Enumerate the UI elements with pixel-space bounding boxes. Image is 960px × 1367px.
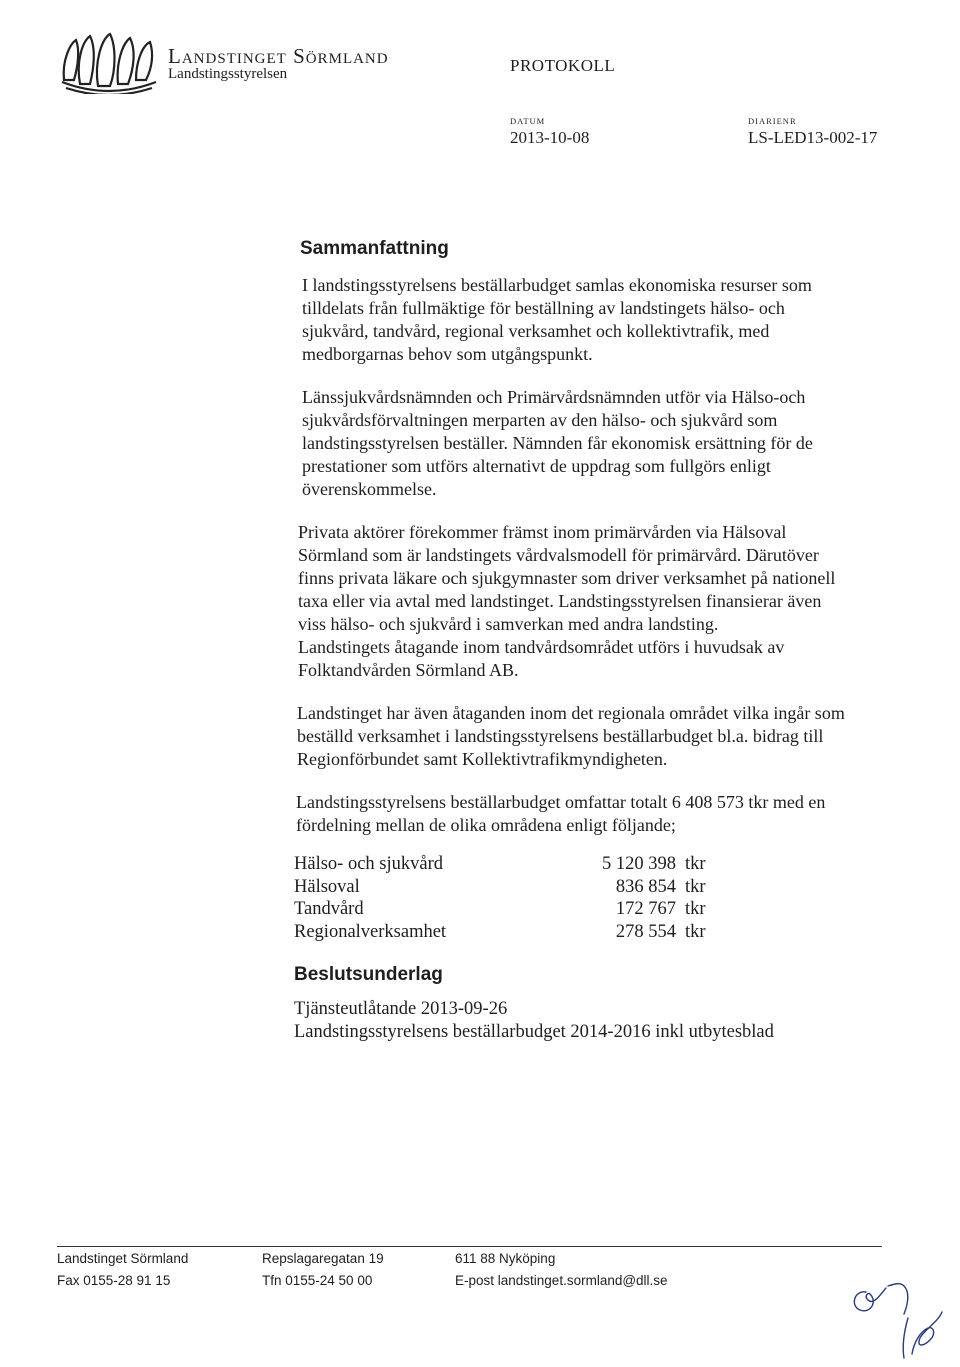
summary-paragraph: Landstingsstyrelsens beställarbudget omfattar totalt 6 408 573 tkr med en fördelning mellan de olika områdena enligt följande; — [296, 792, 826, 835]
budget-area: Hälsoval — [294, 876, 360, 897]
budget-unit: tkr — [685, 921, 706, 942]
budget-unit: tkr — [685, 854, 706, 874]
budget-area: Hälso- och sjukvård — [294, 854, 443, 874]
budget-table — [294, 853, 706, 943]
table-row — [294, 898, 706, 921]
budget-area: Tandvård — [294, 899, 364, 919]
footer-organization: Landstinget Sörmland Fax 0155-28 91 15 — [57, 1251, 189, 1288]
table-row — [294, 853, 706, 876]
organization-logo-icon — [60, 30, 158, 94]
summary-paragraph: Länssjukvårdsnämnden och Primärvårdsnämnden utför via Hälso-och sjukvårdsförvaltningen merparten av den hälso- och sjukvård som landstingsstyrelsen beställer. Nämnden får ekonomisk ersättning för de prestationer som utförs alternativt de uppdrag som fullgörs enligt överenskommelse. — [302, 387, 813, 499]
budget-unit: tkr — [685, 899, 706, 919]
footer-address: Repslagaregatan 19 Tfn 0155-24 50 00 — [262, 1251, 384, 1288]
organization-name: LANDSTINGET SÖRMLAND — [168, 44, 389, 68]
handwritten-initials-icon — [838, 1262, 948, 1362]
summary-paragraph: I landstingsstyrelsens beställarbudget samlas ekonomiska resurser som tilldelats från fullmäktige för beställning av landstingets hälso- och sjukvård, tandvård, regional verksamhet och kollektivtrafik, med medborgarnas behov som utgångspunkt. — [302, 275, 812, 364]
summary-paragraph: Privata aktörer förekommer främst inom primärvården via Hälsoval Sörmland som är landstingets vårdvalsmodell för primärvård. Därutöver finns privata läkare och sjukgymnaster som driver verksamhet på nationell taxa eller via avtal med landstinget. Landstingsstyrelsen finansierar även viss hälso- och sjukvård i samverkan med andra landsting. Landstingets åtagande inom tandvårdsområdet utförs i huvudsak av Folktandvården Sörmland AB. — [298, 522, 836, 680]
summary-paragraph: Landstinget har även åtaganden inom det regionala området vilka ingår som beställd verksamhet i landstingsstyrelsens beställarbudget bl.a. bidrag till Regionförbundet samt Kollektivtrafikmyndigheten. — [297, 703, 845, 769]
decision-basis-heading: Beslutsunderlag — [294, 964, 443, 985]
budget-amount: 836 854 — [615, 876, 676, 897]
document-type: PROTOKOLL — [510, 56, 616, 75]
registration-number-value: LS-LED13-002-17 — [748, 128, 878, 147]
registration-number-label: DIARIENR — [748, 116, 797, 126]
decision-basis-list — [294, 998, 774, 1044]
list-item: Landstingsstyrelsens beställarbudget 2014-2016 inkl utbytesblad — [294, 1022, 774, 1042]
budget-unit: tkr — [685, 876, 706, 897]
date-value: 2013-10-08 — [510, 128, 590, 147]
date-label: DATUM — [510, 116, 546, 126]
footer-contact: 611 88 Nyköping E-post landstinget.sormland@dll.se — [455, 1251, 668, 1288]
footer-divider — [57, 1246, 882, 1247]
list-item: Tjänsteutlåtande 2013-09-26 — [294, 999, 508, 1019]
table-row — [294, 876, 706, 899]
summary-heading: Sammanfattning — [300, 238, 449, 259]
organization-subtitle: Landstingsstyrelsen — [168, 66, 288, 82]
budget-amount: 5 120 398 — [602, 854, 676, 874]
budget-amount: 172 767 — [615, 899, 676, 919]
table-row — [294, 921, 706, 944]
budget-area: Regionalverksamhet — [294, 921, 447, 942]
budget-amount: 278 554 — [615, 921, 676, 942]
